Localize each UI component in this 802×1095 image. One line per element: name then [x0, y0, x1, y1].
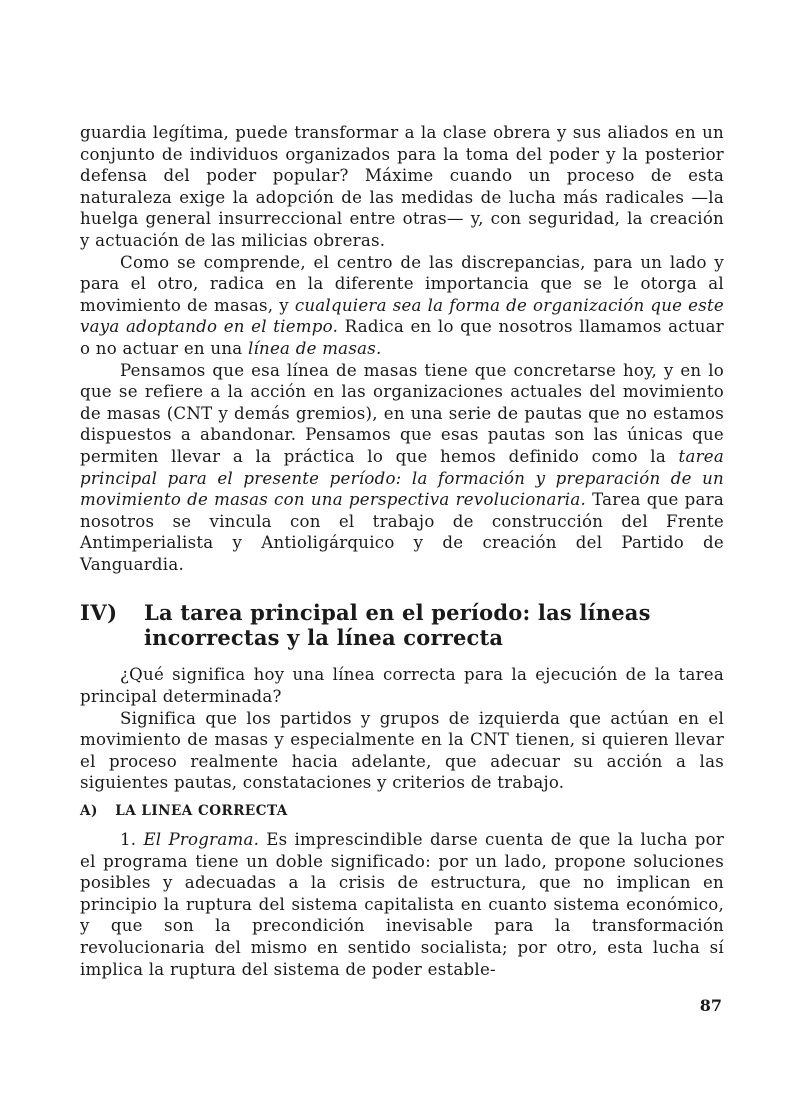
text-run: Como se comprende, el centro de las discrepancias, para un lado y para el otro, radica en la diferente importancia que se le otorga al movimiento de masas, y	[80, 252, 724, 315]
subheading	[80, 801, 724, 821]
subheading-title: LA LINEA CORRECTA	[115, 803, 288, 820]
body-text-mid	[80, 664, 724, 794]
body-text-top	[80, 122, 724, 575]
italic-text-run: línea de masas.	[247, 338, 382, 358]
paragraph	[80, 829, 724, 980]
italic-text-run: cualquiera sea la forma de organización que este vaya adoptando en el tiempo.	[80, 295, 725, 337]
section-title-line-2: incorrectas y la línea correcta	[144, 625, 504, 651]
paragraph	[80, 360, 724, 576]
text-run: ¿Qué significa hoy una línea correcta para la ejecución de la tarea principal determinada?	[80, 665, 724, 707]
text-run: Pensamos que esa línea de masas tiene que concretarse hoy, y en lo que se refiere a la acción en las organizaciones actuales del movimiento de masas (CNT y demás gremios), en una serie de pautas que no estamos dispuestos a abandonar. Pensamos que esas pautas son las únicas que permiten llevar a la práctica lo que hemos definido como la	[80, 360, 724, 466]
body-text-bottom	[80, 829, 724, 980]
text-run: Es imprescindible darse cuenta de que la lucha por el programa tiene un doble significado: por un lado, propone soluciones posibles y adecuadas a la crisis de estructura, que no implican en principio la ruptura del sistema capitalista en cuanto sistema económico, y que son la precondición inevisable para la transformación revolucionaria del mismo en sentido socialista; por otro, esta lucha sí implica la ruptura del sistema de poder estable-	[80, 830, 724, 979]
italic-text-run: tarea principal para el presente período: la formación y preparación de un movimiento de masas con una perspectiva revolucionaria.	[80, 446, 724, 510]
paragraph	[80, 708, 724, 794]
text-run: guardia legítima, puede transformar a la clase obrera y sus aliados en un conjunto de individuos organizados para la toma del poder y la posterior defensa del poder popular? Máxime cuando un proceso de esta naturaleza exige la adopción de las medidas de lucha más radicales —la huelga general insurreccional entre otras— y, con seguridad, la creación y actuación de las milicias obreras.	[80, 123, 724, 250]
section-title-line-1: La tarea principal en el período: las líneas	[144, 600, 651, 626]
section-heading	[80, 600, 724, 650]
subheading-number: A)	[80, 803, 98, 820]
text-run: Significa que los partidos y grupos de izquierda que actúan en el movimiento de masas y especialmente en la CNT tienen, si quieren llevar el proceso realmente hacia adelante, que adecuar su acción a las siguientes pautas, constataciones y criterios de trabajo.	[80, 708, 724, 793]
paragraph	[80, 252, 724, 360]
paragraph	[80, 664, 724, 707]
page-number: 87	[699, 996, 722, 1015]
section-title	[144, 600, 724, 650]
text-run: 1.	[120, 830, 144, 850]
paragraph	[80, 122, 724, 252]
text-run: Radica en lo que nosotros llamamos actuar o no actuar en una	[80, 317, 724, 358]
italic-text-run: El Programa.	[143, 830, 260, 850]
section-number: IV)	[80, 600, 118, 626]
text-run: Tarea que para nosotros se vincula con el trabajo de construcción del Frente Antimperialista y Antioligárquico y de creación del Partido de Vanguardia.	[80, 490, 724, 574]
